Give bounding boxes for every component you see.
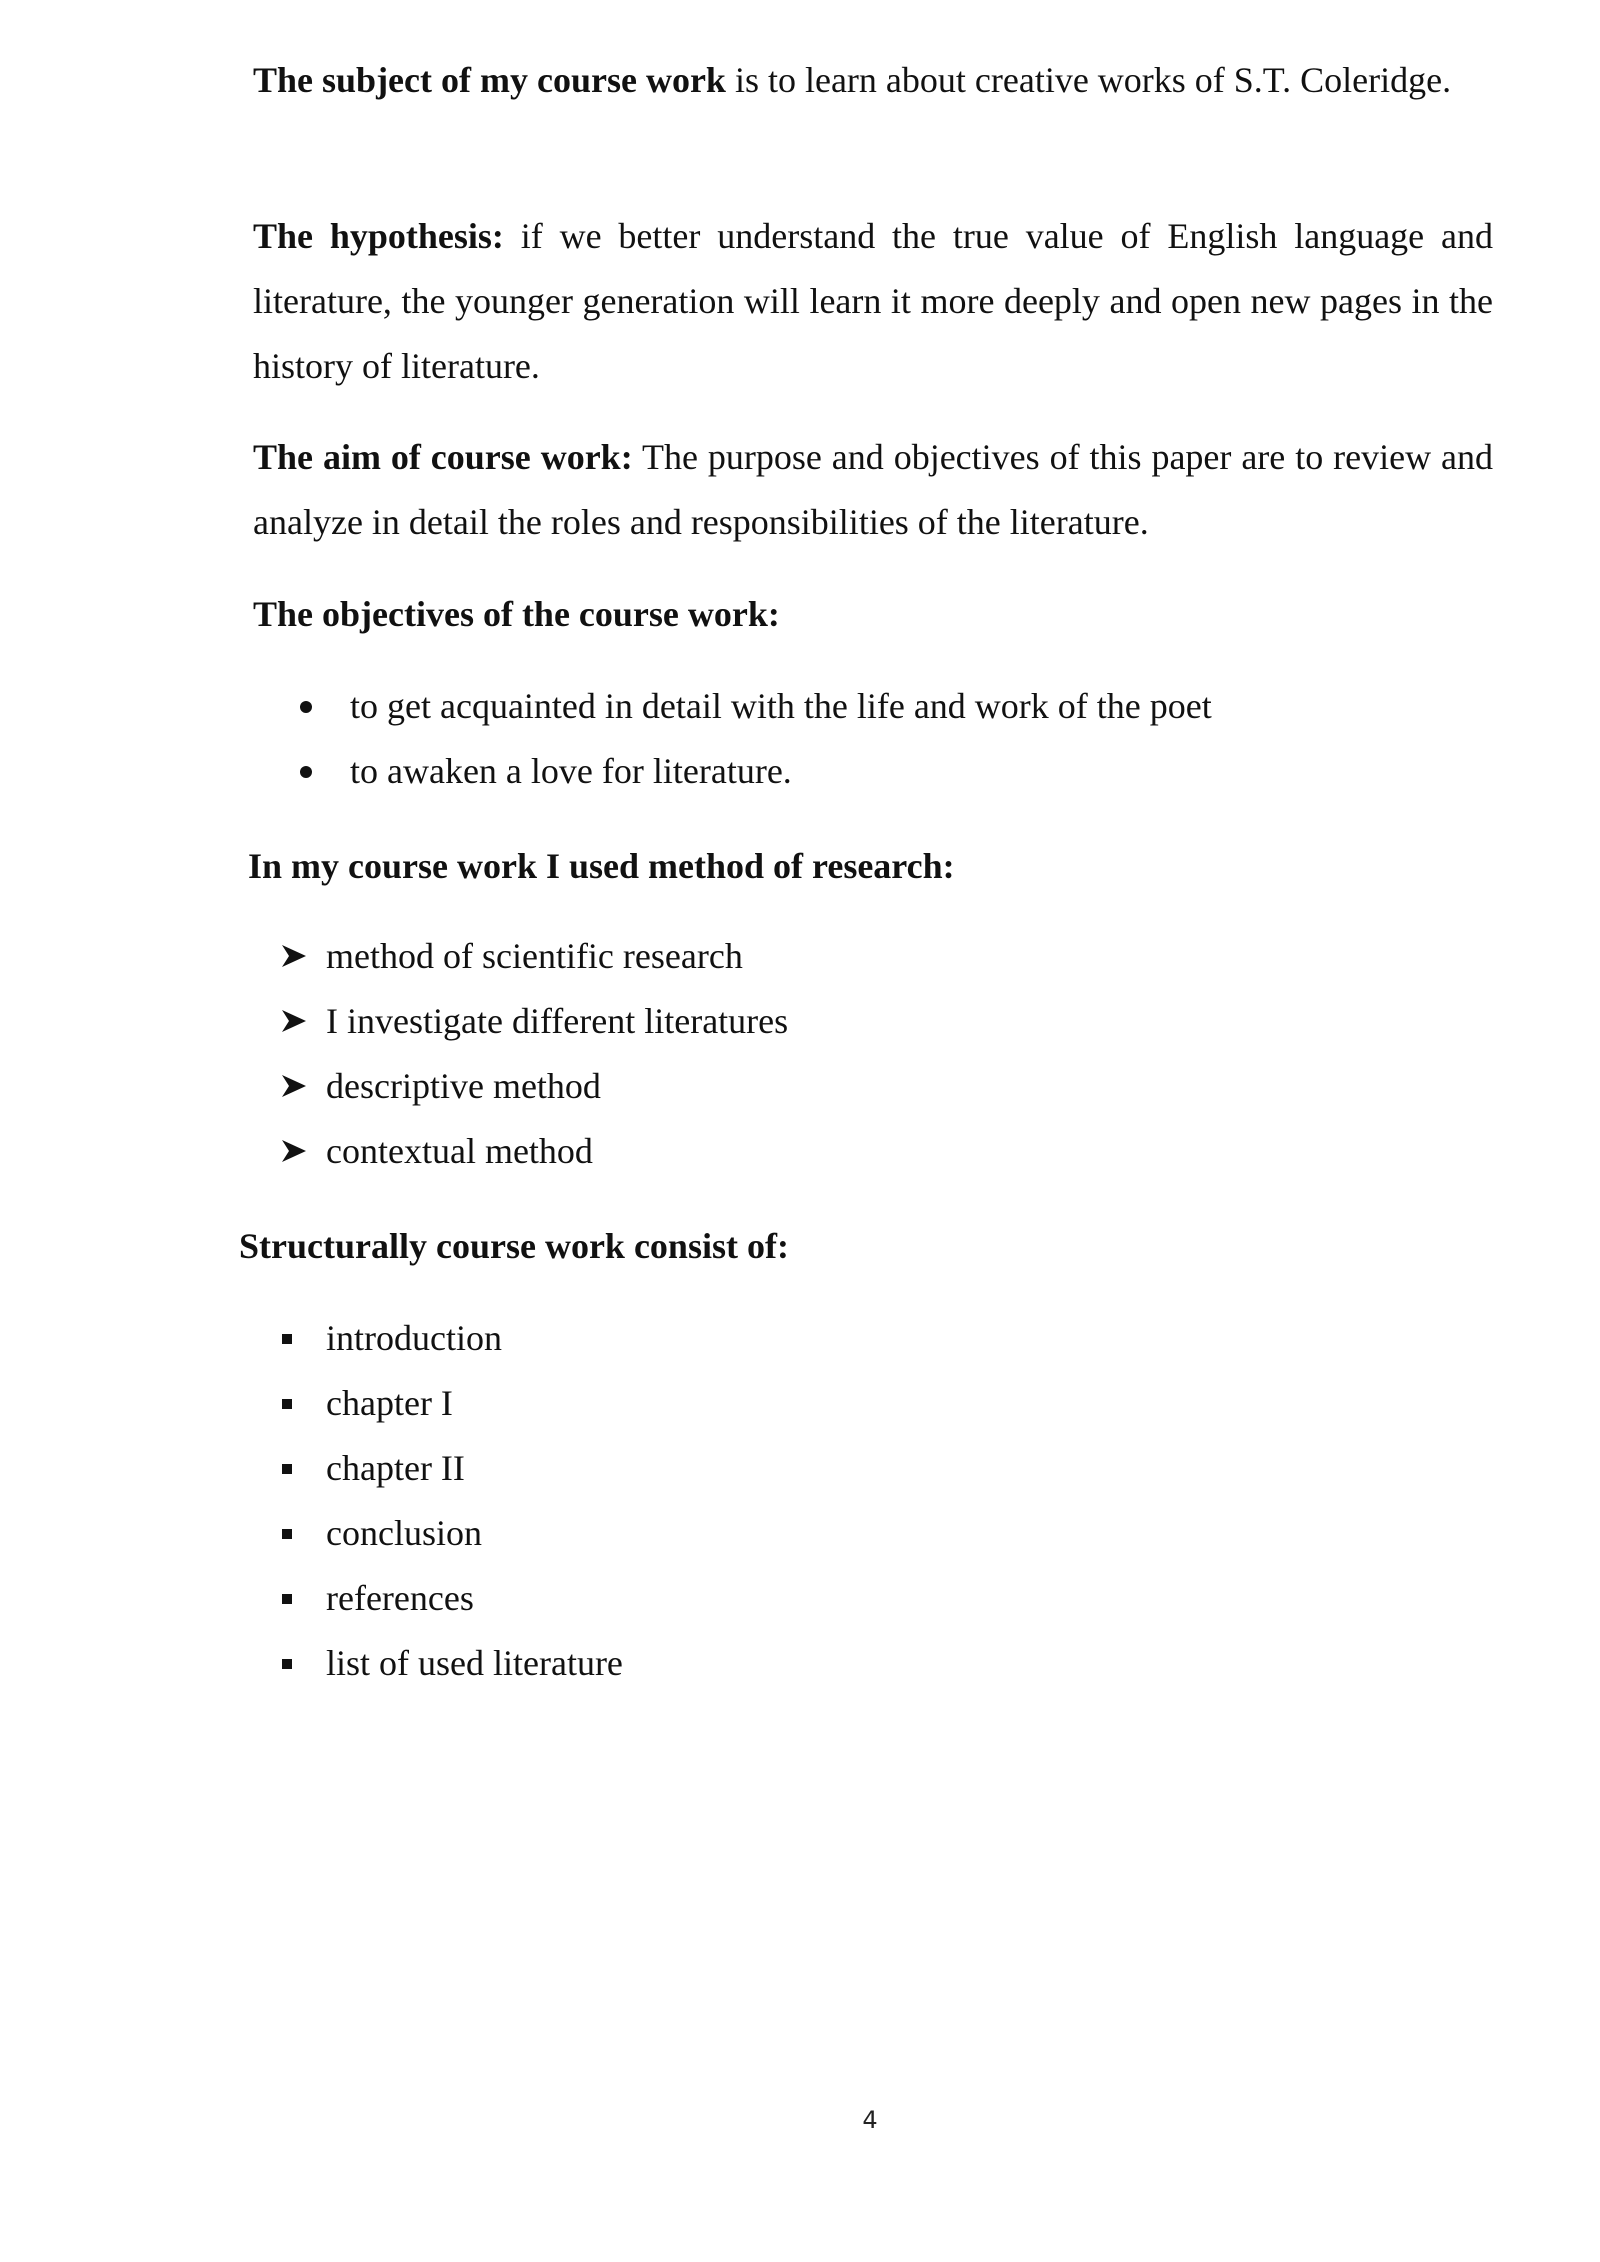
square-bullet-icon	[282, 1529, 292, 1539]
structure-text: references	[326, 1578, 474, 1618]
objective-text: to awaken a love for literature.	[350, 751, 792, 791]
method-text: method of scientific research	[326, 936, 743, 976]
square-bullet-icon	[282, 1464, 292, 1474]
aim-lead: The aim of course work:	[253, 437, 633, 477]
method-text: descriptive method	[326, 1066, 601, 1106]
subject-text: is to learn about creative works of S.T. Coleridge.	[725, 60, 1452, 100]
hypothesis-paragraph	[253, 204, 1493, 399]
objective-text: to get acquainted in detail with the life and work of the poet	[350, 686, 1212, 726]
square-bullet-icon	[282, 1594, 292, 1604]
square-bullet-icon	[282, 1399, 292, 1409]
structure-text: introduction	[326, 1318, 502, 1358]
aim-text: The purpose and objectives of this paper are to review and analyze in detail the roles and responsibilities of the literature.	[253, 437, 1493, 542]
hypothesis-lead: The hypothesis:	[253, 216, 504, 256]
methods-heading: In my course work I used method of research:	[248, 846, 955, 886]
objectives-heading: The objectives of the course work:	[253, 594, 780, 634]
arrowhead-bullet-icon	[280, 1137, 308, 1165]
aim-paragraph	[253, 425, 1493, 555]
method-text: contextual method	[326, 1131, 593, 1171]
subject-lead: The subject of my course work	[253, 60, 726, 100]
bullet-dot-icon	[300, 701, 312, 713]
hypothesis-text: if we better understand the true value of English language and literature, the younger generation will learn it more deeply and open new pages in the history of literature.	[253, 216, 1493, 386]
subject-paragraph	[253, 48, 1493, 113]
method-text: I investigate different literatures	[326, 1001, 789, 1041]
structure-text: conclusion	[326, 1513, 482, 1553]
arrowhead-bullet-icon	[280, 1072, 308, 1100]
bullet-dot-icon	[300, 766, 312, 778]
structure-text: chapter II	[326, 1448, 465, 1488]
arrowhead-bullet-icon	[280, 1007, 308, 1035]
page-number: 4	[862, 2106, 878, 2134]
structure-heading: Structurally course work consist of:	[239, 1226, 789, 1266]
arrowhead-bullet-icon	[280, 942, 308, 970]
structure-text: list of used literature	[326, 1643, 623, 1683]
square-bullet-icon	[282, 1659, 292, 1669]
square-bullet-icon	[282, 1334, 292, 1344]
structure-text: chapter I	[326, 1383, 453, 1423]
